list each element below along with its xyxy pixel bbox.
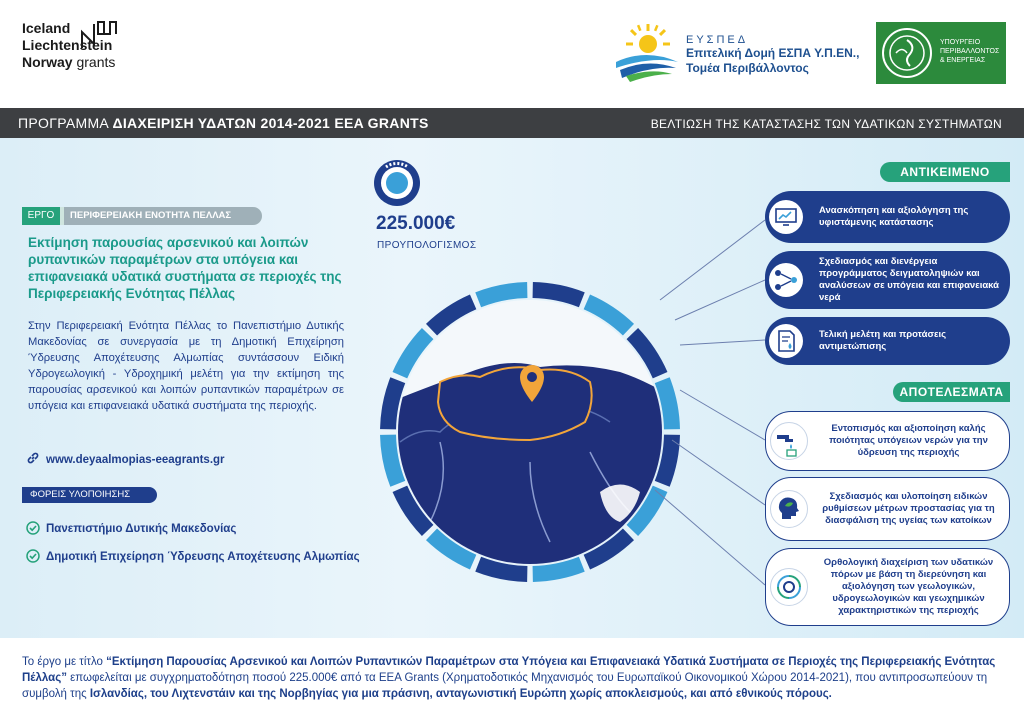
ministry-logo	[876, 22, 1006, 84]
partner-item	[26, 521, 236, 535]
budget-label: ΠΡΟΥΠΟΛΟΓΙΣΜΟΣ	[377, 240, 477, 251]
result-item	[765, 548, 1010, 626]
eea-logo-line1: Iceland	[22, 20, 71, 36]
ministry-line3: & ΕΝΕΡΓΕΙΑΣ	[940, 57, 986, 64]
region-label: ΠΕΡΙΦΕΡΕΙΑΚΗ ΕΝΟΤΗΤΑ ΠΕΛΛΑΣ	[64, 207, 262, 225]
espa-name: ΕΥΣΠΕΔ	[686, 34, 749, 46]
footer-quote: “Εκτίμηση Παρουσίας Αρσενικού και Λοιπών Ρυπαντικών Παραμέτρων στα Υπόγεια και Επιφανειακά Υδατικά Συστήματα σε Περιοχές της Περιφερειακής Ενότητας Πέλλας”	[22, 656, 996, 684]
program-name: ΔΙΑΧΕΙΡΙΣΗ ΥΔΑΤΩΝ 2014-2021 EEA GRANTS	[112, 115, 429, 131]
espa-line2: Επιτελική Δομή ΕΣΠΑ Υ.Π.ΕΝ.,	[686, 46, 860, 60]
result-text: Εντοπισμός και αξιοποίηση καλής ποιότητας υπόγειων νερών για την ύδρευση της περιοχής	[829, 423, 988, 458]
check-circle-icon	[26, 521, 40, 535]
objective-item	[765, 317, 1010, 365]
budget-value: 225.000€	[376, 213, 456, 234]
header	[0, 0, 1024, 108]
budget-coin-icon	[372, 158, 422, 208]
espa-line3: Τομέα Περιβάλλοντος	[686, 61, 809, 75]
program-prefix: ΠΡΟΓΡΑΜΜΑ	[18, 115, 109, 131]
eea-logo-grants: grants	[76, 54, 116, 70]
footer-text	[22, 654, 1007, 702]
monitor-chart-icon	[769, 200, 803, 234]
program-bar	[0, 108, 1024, 138]
water-tap-icon	[771, 423, 807, 459]
objective-icon-wrap	[769, 200, 803, 234]
project-region-tag	[22, 207, 262, 225]
result-text: Ορθολογική διαχείριση των υδατικών πόρων με βάση τη διερεύνηση και αξιολόγηση των γεωλογικών, υδρογεωλογικών και γεωχημικών χαρακτηριστικών της περιοχής	[823, 557, 994, 616]
result-item	[765, 477, 1010, 541]
project-title: Εκτίμηση παρουσίας αρσενικού και λοιπών ρυπαντικών παραμέτρων στα υπόγεια και επιφανειακά υδατικά συστήματα σε περιοχές της Περιφερειακής Ενότητας Πέλλας	[28, 235, 342, 301]
check-circle-icon	[26, 549, 40, 563]
objective-item	[765, 251, 1010, 309]
espa-sun-logo-icon	[612, 22, 682, 84]
head-leaf-icon	[771, 491, 807, 527]
objective-text: Ανασκόπηση και αξιολόγηση της υφιστάμενης κατάστασης	[819, 205, 969, 228]
eea-logo-norway: Norway	[22, 54, 73, 70]
footer-p2: επωφελείται με συγχρηματοδότηση ποσού 225.000€ από τα EEA Grants (Χρηματοδοτικός Μηχανισμός του Ευρωπαϊκού Οικονομικού Χώρου 2014-2021), που αντιπροσωπεύουν τη συμβολή της	[22, 672, 988, 700]
footer-bold: Ισλανδίας, του Λιχτενστάιν και της Νορβηγίας για μια πράσινη, ανταγωνιστική Ευρώπη χωρίς αποκλεισμούς, και από εθνικούς πόρους.	[89, 688, 832, 700]
almopia-region-outline	[438, 367, 592, 440]
eea-logo-line3	[22, 54, 115, 71]
objectives-header: ΑΝΤΙΚΕΙΜΕΝΟ	[880, 162, 1010, 182]
footer-p1: Το έργο με τίτλο	[22, 656, 107, 668]
ergo-label: ΕΡΓΟ	[22, 207, 60, 225]
espa-logo-text	[686, 34, 859, 76]
objective-text: Σχεδιασμός και διενέργεια προγράμματος δειγματοληψιών και αναλύσεων σε υπόγεια και επιφανειακά νερά	[819, 256, 1000, 303]
objective-icon-wrap	[769, 324, 803, 358]
eea-logo-line2: Liechtenstein	[22, 37, 113, 53]
eea-grants-mark-icon	[80, 18, 120, 50]
link-icon	[26, 451, 40, 465]
website-text[interactable]: www.deyaalmopias-eeagrants.gr	[46, 454, 225, 466]
partner-name: Πανεπιστήμιο Δυτικής Μακεδονίας	[46, 523, 237, 535]
document-drop-icon	[769, 324, 803, 358]
program-subtitle: ΒΕΛΤΙΩΣΗ ΤΗΣ ΚΑΤΑΣΤΑΣΗΣ ΤΩΝ ΥΔΑΤΙΚΩΝ ΣΥΣΤΗΜΑΤΩΝ	[650, 117, 1002, 131]
project-description: Στην Περιφερειακή Ενότητα Πέλλας το Πανεπιστήμιο Δυτικής Μακεδονίας σε συνεργασία με τη Δημοτική Επιχείρηση Ύδρευσης Αποχέτευσης Αλμωπίας συντάσσουν Ειδική Υδρογεωλογική - Υδροχημική μελέτη για την εκτίμηση της παρουσίας αρσενικού και λοιπών ρυπαντικών παραμέτρων σε υπόγεια και επιφανειακά υδατικά συστήματα της περιοχής.	[28, 320, 344, 412]
objective-icon-wrap	[769, 263, 803, 297]
ministry-line1: ΥΠΟΥΡΓΕΙΟ	[940, 39, 981, 46]
partner-name: Δημοτική Επιχείρηση Ύδρευσης Αποχέτευσης Αλμωπίας	[46, 551, 360, 563]
results-header: ΑΠΟΤΕΛΕΣΜΑΤΑ	[893, 382, 1010, 402]
result-icon-wrap	[770, 490, 808, 528]
partner-item	[26, 549, 360, 563]
recycle-gear-icon	[771, 569, 807, 605]
ministry-line2: ΠΕΡΙΒΑΛΛΟΝΤΟΣ	[940, 48, 1000, 55]
partners-label: ΦΟΡΕΙΣ ΥΛΟΠΟΙΗΣΗΣ	[22, 487, 157, 503]
network-flow-icon	[769, 263, 803, 297]
result-item	[765, 411, 1010, 471]
objective-item	[765, 191, 1010, 243]
footer	[0, 638, 1024, 717]
result-icon-wrap	[770, 568, 808, 606]
result-icon-wrap	[770, 422, 808, 460]
result-text: Σχεδιασμός και υλοποίηση ειδικών ρυθμίσεων μέτρων προστασίας για τη διασφάλιση της υγείας των κατοίκων	[822, 491, 995, 526]
objective-text: Τελική μελέτη και προτάσεις αντιμετώπισης	[819, 329, 947, 352]
region-map-ring	[380, 262, 680, 602]
ministry-text	[940, 38, 999, 65]
website-link[interactable]	[26, 451, 225, 466]
program-title	[18, 115, 429, 131]
ministry-emblem-icon	[880, 26, 934, 80]
